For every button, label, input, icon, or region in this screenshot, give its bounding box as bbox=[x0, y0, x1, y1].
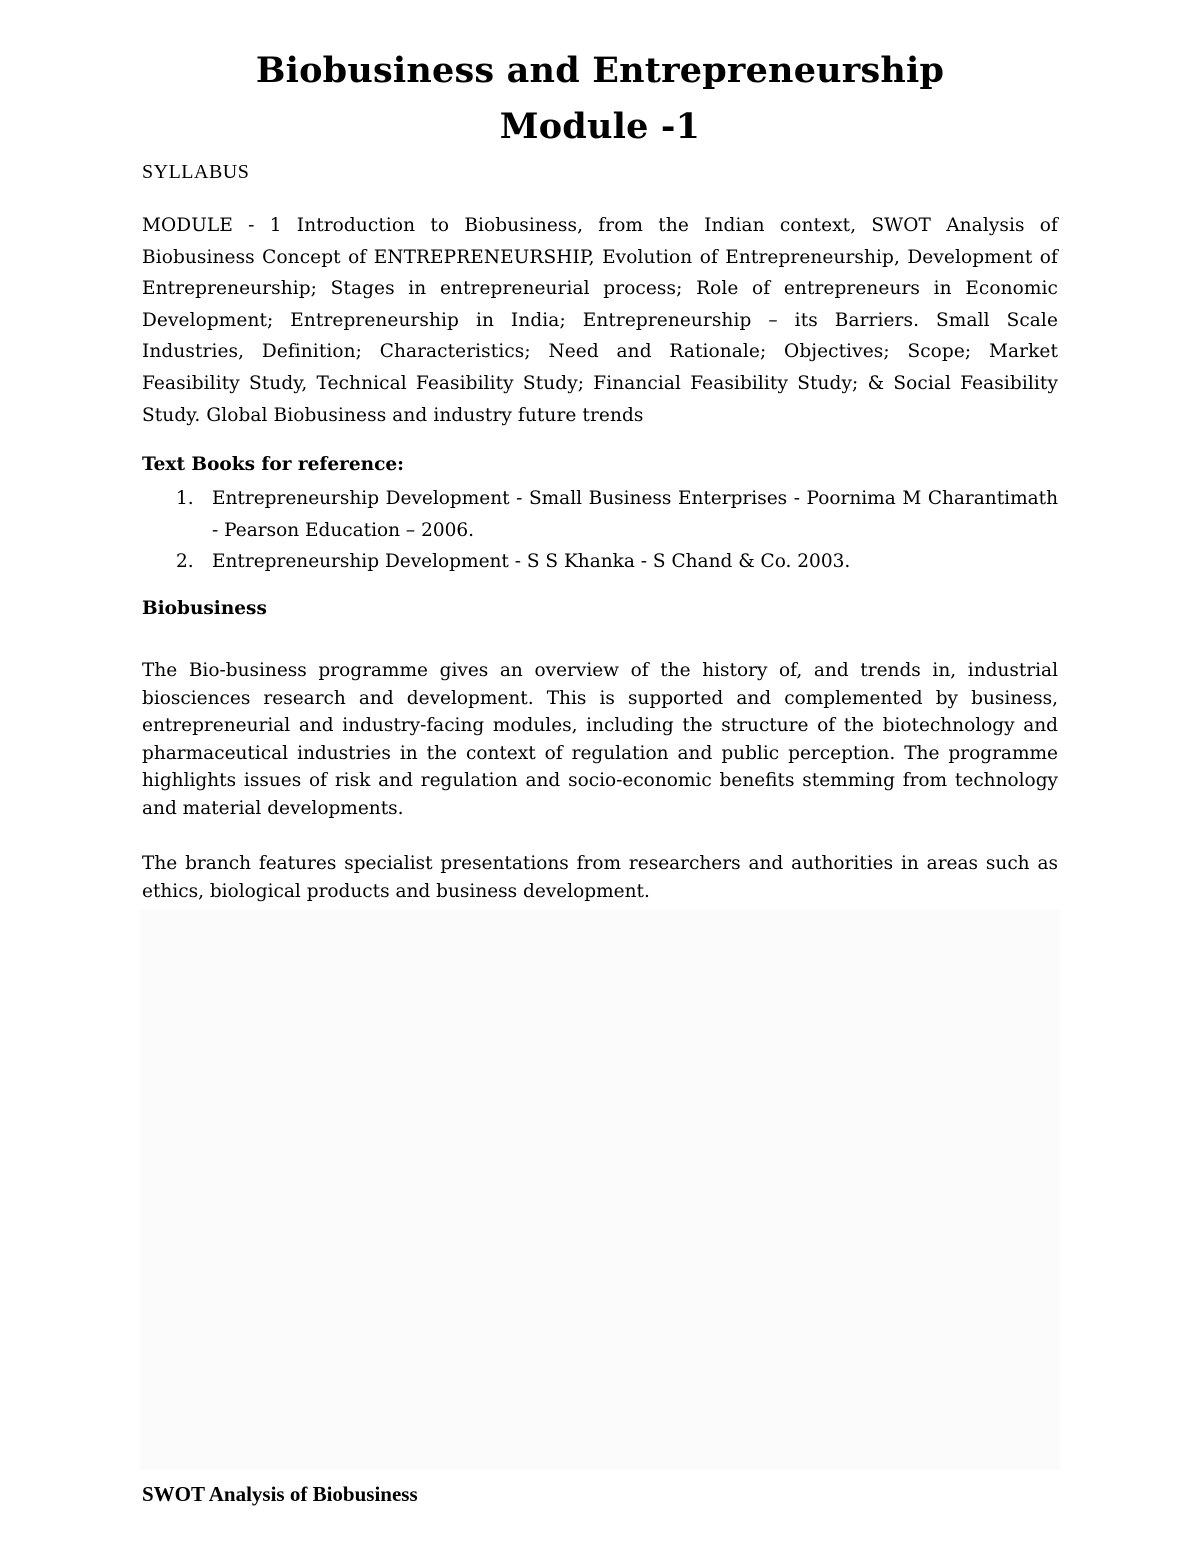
syllabus-label: SYLLABUS bbox=[142, 161, 250, 183]
biobusiness-paragraph: The Bio-business programme gives an overview of the history of, and trends in, industrial biosciences research and development. This is supported and complemented by business, entrepreneurial and industry-facing modules, including the structure of the biotechnology and pharmaceutical industries in the context of regulation and public perception. The programme highlights issues of risk and regulation and socio-economic benefits stemming from technology and material developments. bbox=[142, 660, 1058, 819]
textbook-number: 2. bbox=[176, 551, 194, 573]
swot-heading: SWOT Analysis of Biobusiness bbox=[142, 1482, 418, 1506]
module-title: Module -1 bbox=[499, 106, 701, 147]
textbook-item bbox=[142, 546, 1058, 578]
textbooks-heading: Text Books for reference: bbox=[142, 454, 404, 475]
textbook-item bbox=[142, 483, 1058, 546]
module-description: MODULE - 1 Introduction to Biobusiness, from the Indian context, SWOT Analysis of Biobusiness Concept of ENTREPRENEURSHIP, Evolution of Entrepreneurship, Development of Entrepreneurship; Stages in entrepreneurial process; Role of entrepreneurs in Economic Development; Entrepreneurship in India; Entrepreneurship – its Barriers. Small Scale Industries, Definition; Characteristics; Need and Rationale; Objectives; Scope; Market Feasibility Study, Technical Feasibility Study; Financial Feasibility Study; & Social Feasibility Study. Global Biobusiness and industry future trends bbox=[142, 215, 1058, 426]
textbook-text: Entrepreneurship Development - S S Khanka - S Chand & Co. 2003. bbox=[212, 551, 851, 573]
textbook-text: Entrepreneurship Development - Small Business Enterprises - Poornima M Charantimath - Pearson Education – 2006. bbox=[212, 488, 1058, 541]
textbook-list bbox=[142, 483, 1058, 578]
document-title: Biobusiness and Entrepreneurship bbox=[255, 50, 945, 91]
textbook-number: 1. bbox=[176, 488, 194, 509]
biobusiness-heading: Biobusiness bbox=[142, 598, 267, 619]
page-shading bbox=[140, 910, 1060, 1470]
branch-paragraph: The branch features specialist presentations from researchers and authorities in areas such as ethics, biological products and business development. bbox=[142, 853, 1058, 902]
